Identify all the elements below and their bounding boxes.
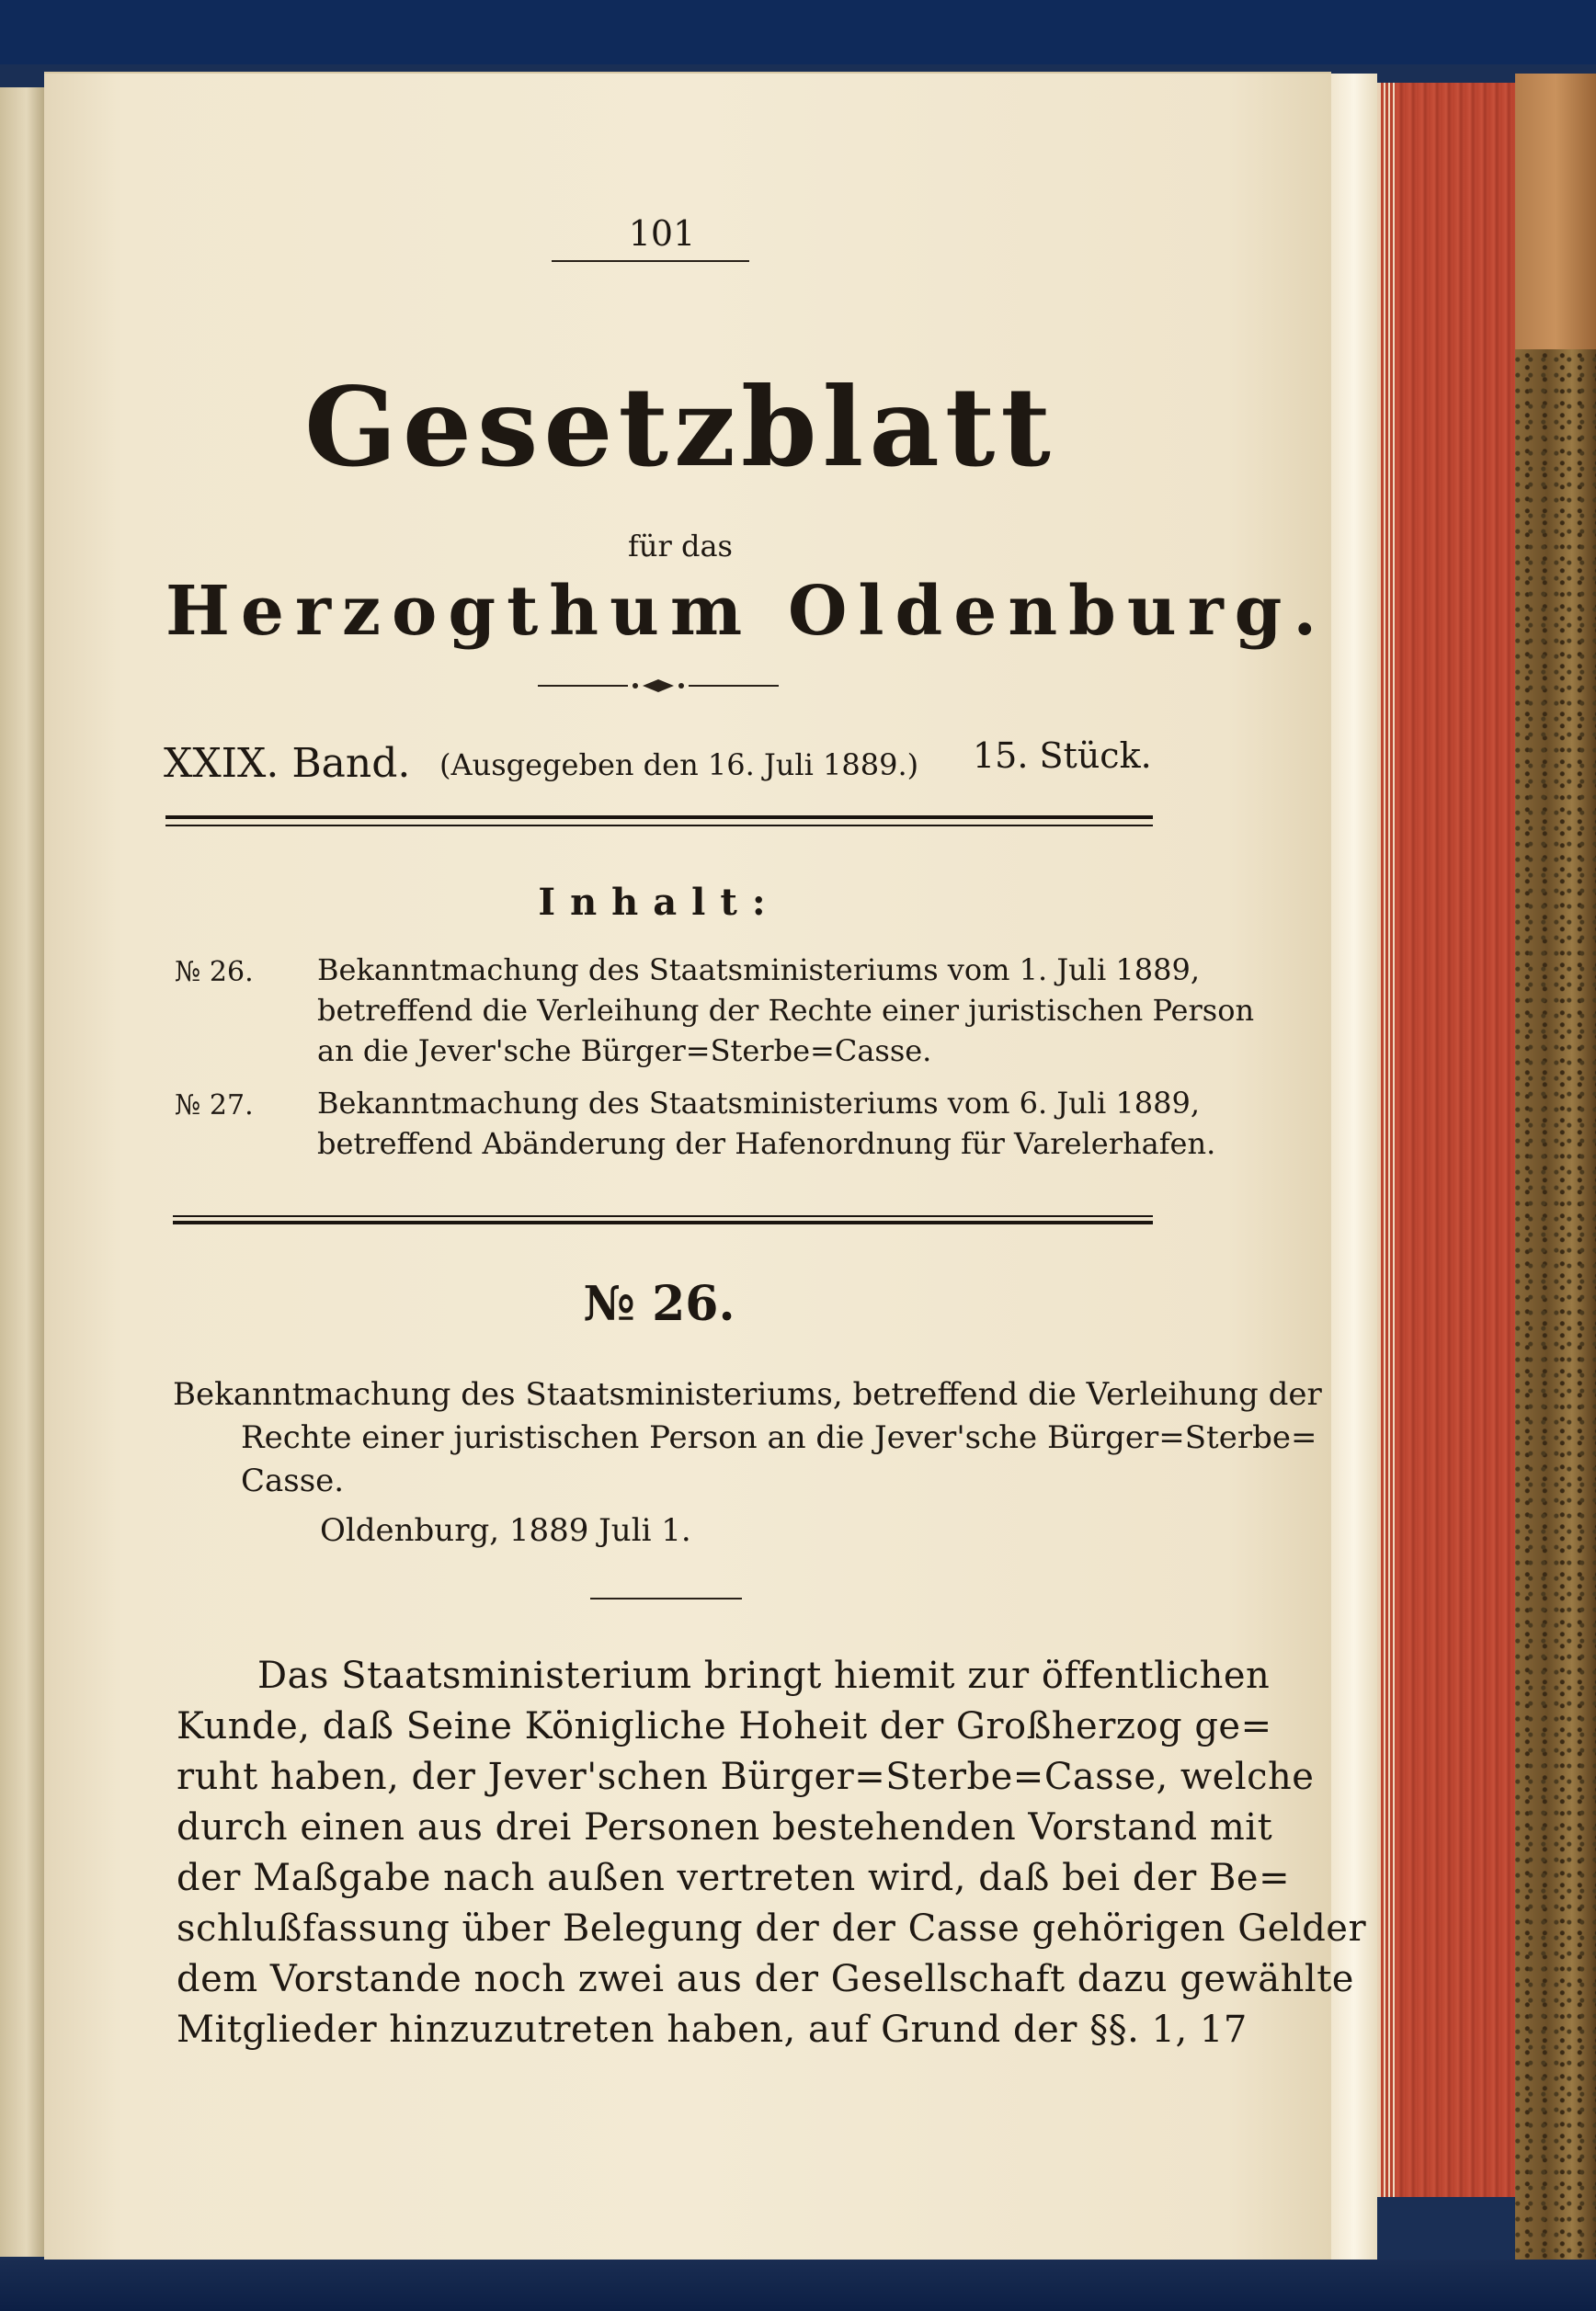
issue-piece: 15. Stück. <box>973 735 1152 776</box>
section-heading-line: Rechte einer juristischen Person an die Jever'sche Bürger=Sterbe= <box>241 1419 1317 1456</box>
book-cover-corner <box>1515 74 1596 349</box>
left-page-edge <box>0 87 46 2257</box>
contents-item-line: Bekanntmachung des Staatsministeriums vom 6. Juli 1889, <box>317 1086 1201 1121</box>
double-rule-top <box>165 815 1153 819</box>
body-line: Mitglieder hinzuzutreten haben, auf Grund der §§. 1, 17 <box>177 2009 1248 2051</box>
contents-item-line: Bekanntmachung des Staatsministeriums vom 1. Juli 1889, <box>317 952 1201 987</box>
section-heading-line: Bekanntmachung des Staatsministeriums, betreffend die Verleihung der <box>173 1376 1322 1413</box>
body-line: durch einen aus drei Personen bestehenden Vorstand mit <box>177 1806 1273 1849</box>
body-line: schlußfassung über Belegung der der Casse gehörigen Gelder <box>177 1907 1367 1950</box>
issue-date: (Ausgegeben den 16. Juli 1889.) <box>439 747 919 782</box>
body-line: Kunde, daß Seine Königliche Hoheit der Großherzog ge= <box>177 1705 1272 1747</box>
contents-item-line: an die Jever'sche Bürger=Sterbe=Casse. <box>317 1033 932 1068</box>
volume-label: XXIX. Band. <box>164 740 411 787</box>
section-heading-line: Casse. <box>241 1463 345 1499</box>
section-number: № 26. <box>583 1276 735 1332</box>
contents-item-line: betreffend Abänderung der Hafenordnung für Varelerhafen. <box>317 1126 1216 1161</box>
body-line: ruht haben, der Jever'schen Bürger=Sterbe=Casse, welche <box>177 1756 1315 1798</box>
double-rule-mid <box>173 1221 1153 1224</box>
book-cover <box>1515 74 1596 2261</box>
body-line: Das Staatsministerium bringt hiemit zur öffentlichen <box>257 1655 1271 1697</box>
page-number-rule <box>552 260 749 262</box>
contents-heading: Inhalt: <box>538 881 781 924</box>
red-page-edges <box>1377 83 1522 2197</box>
gazette-subtitle-small: für das <box>628 529 733 564</box>
contents-item-number: № 27. <box>175 1089 254 1121</box>
double-rule-mid-thin <box>173 1215 1153 1217</box>
body-line: der Maßgabe nach außen vertreten wird, daß bei der Be= <box>177 1857 1291 1899</box>
contents-item-number: № 26. <box>175 956 254 988</box>
ornament-divider <box>538 676 779 696</box>
body-line: dem Vorstande noch zwei aus der Gesellschaft dazu gewählte <box>177 1958 1354 2000</box>
gazette-subtitle: Herzogthum Oldenburg. <box>165 572 1328 651</box>
place-date: Oldenburg, 1889 Juli 1. <box>320 1512 691 1549</box>
page-edge-lines <box>1384 83 1395 2197</box>
page-number: 101 <box>628 213 696 254</box>
double-rule-top-thin <box>165 825 1153 826</box>
book-bottom-edge <box>0 2260 1596 2311</box>
gazette-title: Gesetzblatt <box>304 363 1056 491</box>
contents-item-line: betreffend die Verleihung der Rechte einer juristischen Person <box>317 993 1255 1028</box>
short-rule <box>590 1598 742 1599</box>
